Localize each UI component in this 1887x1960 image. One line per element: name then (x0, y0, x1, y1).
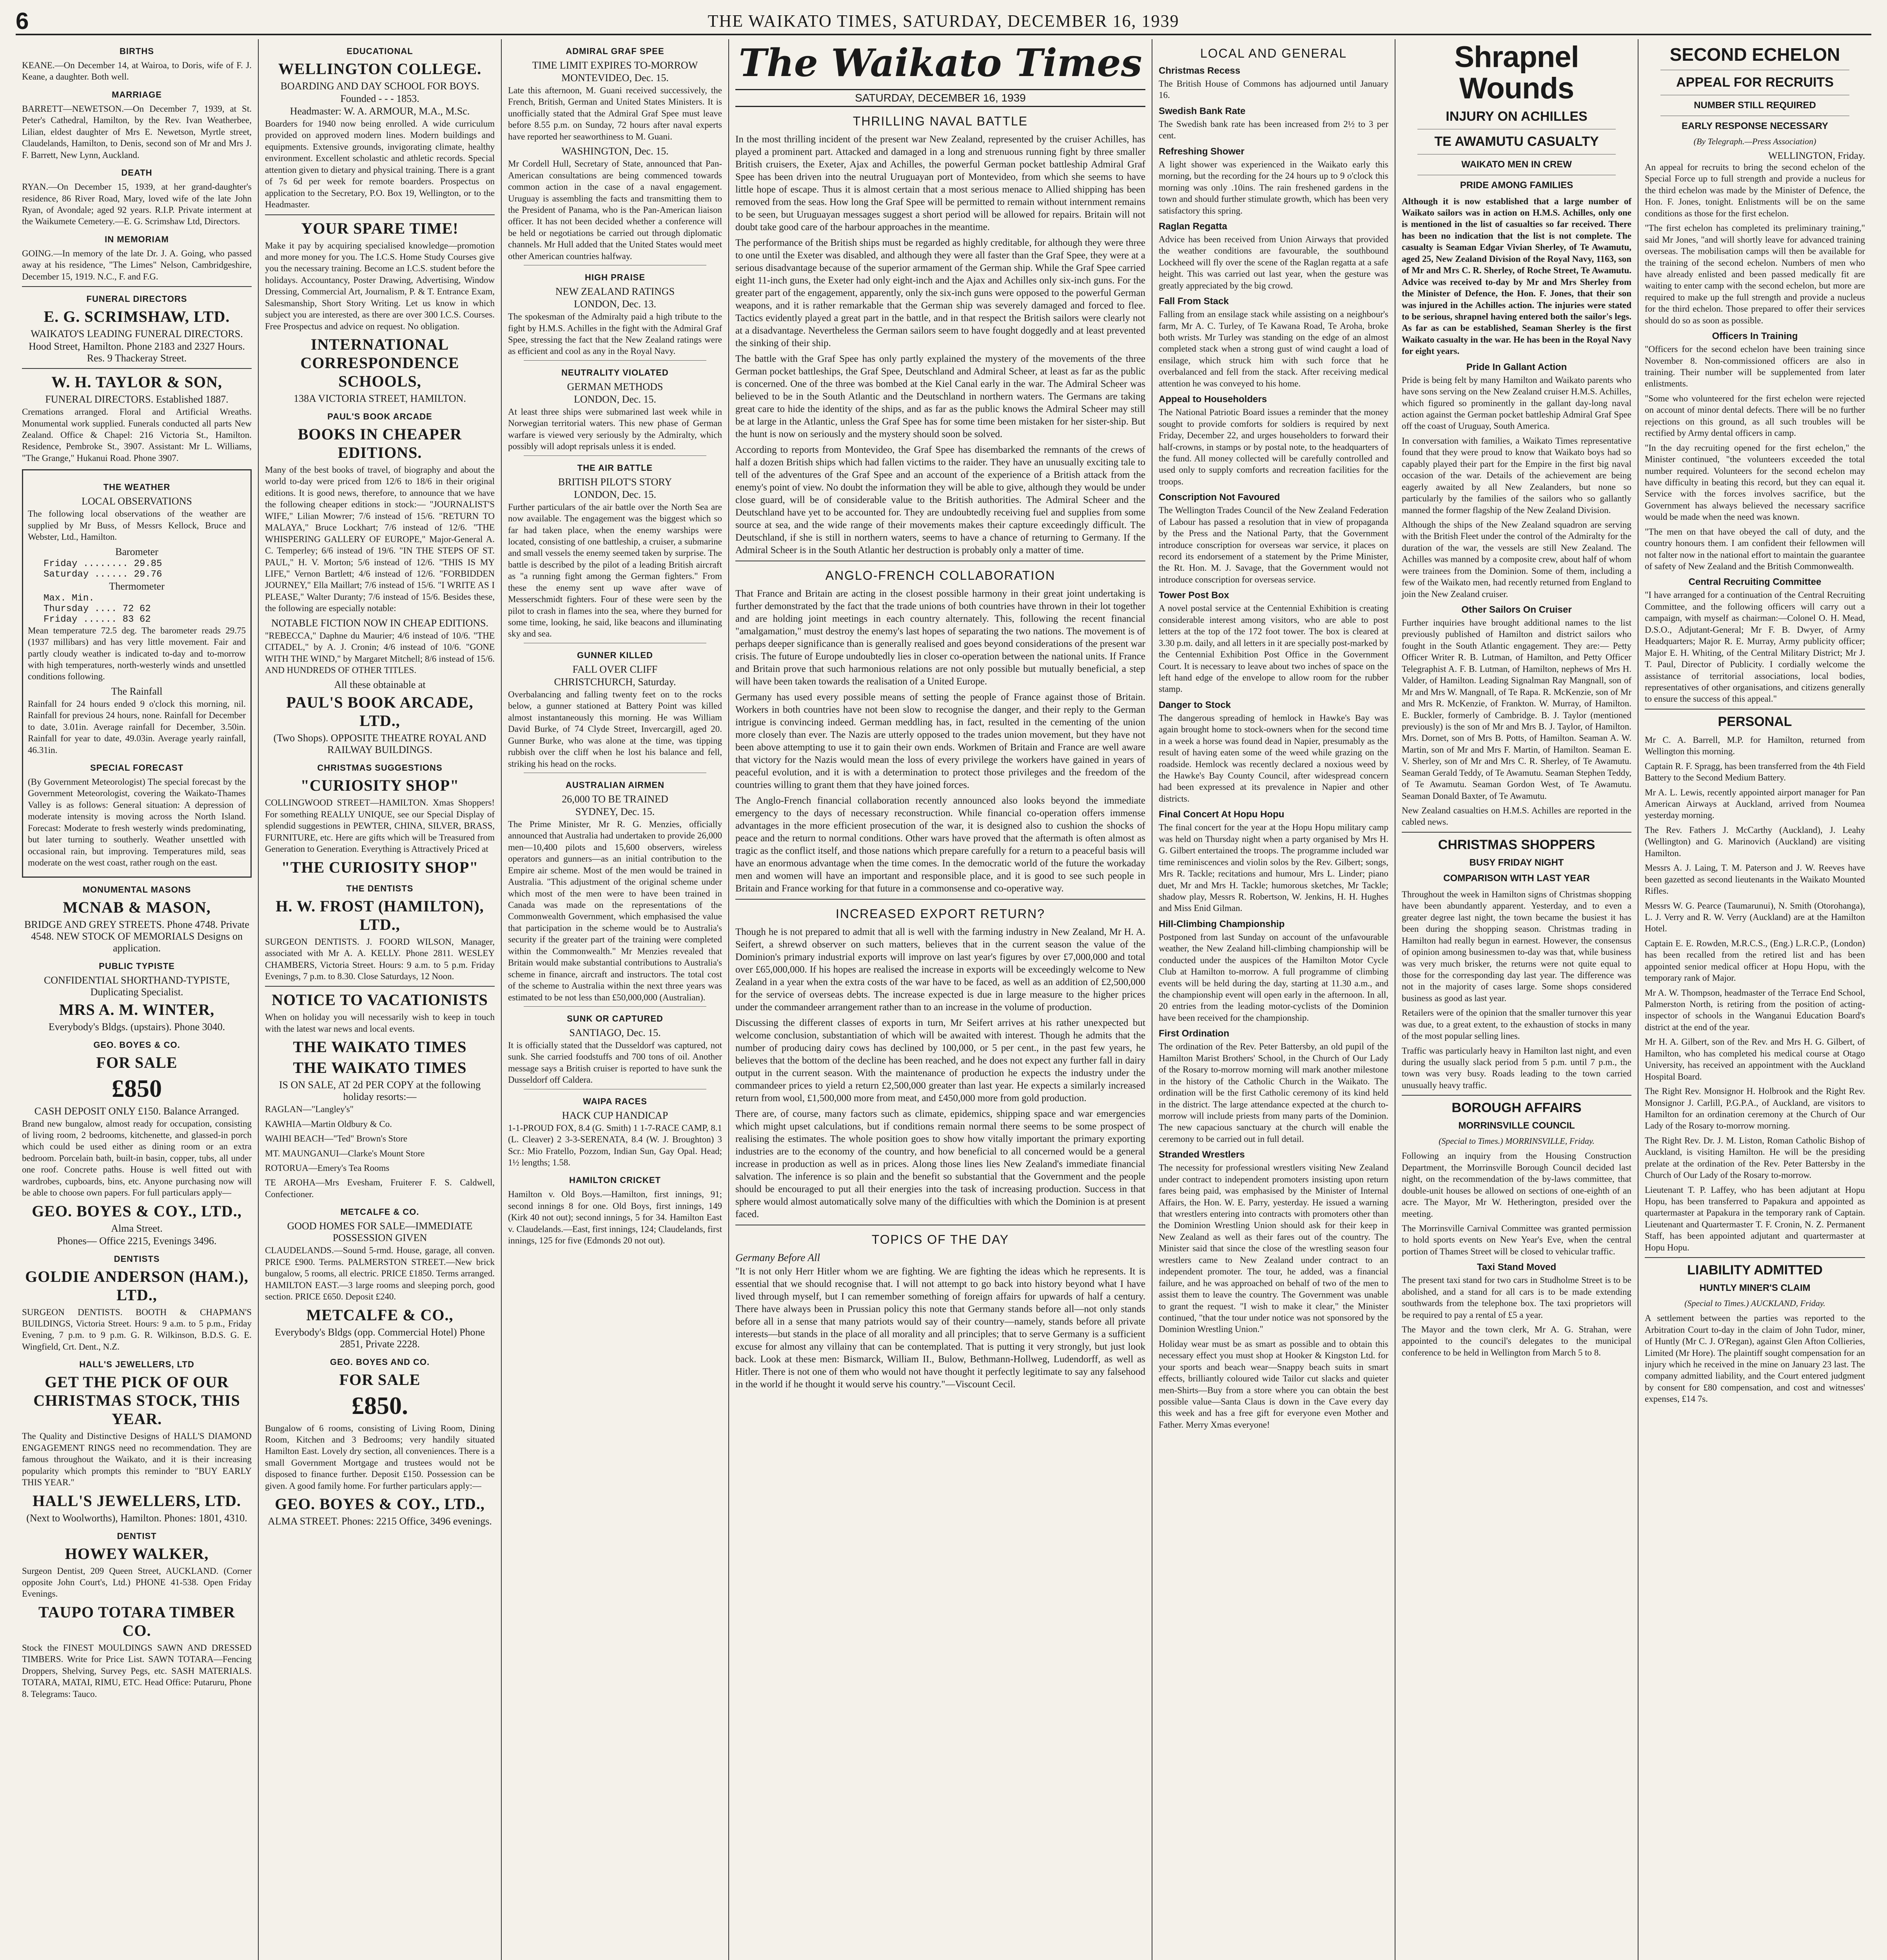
notable-heading: NOTABLE FICTION NOW IN CHEAP EDITIONS. (271, 617, 488, 629)
deck: WAIKATO MEN IN CREW (1461, 159, 1572, 170)
paragraph: "In the day recruiting opened for the first echelon," the Minister continued, "the volunteers exceeded the total number required. Volunteers for the second echelon may have difficulty in beating this record, but they can equal it. Service with the forces involves sacrifice, but the Government has always believed the necessary sacrifice would be made when the need was known. (1645, 443, 1865, 522)
sale-price-2: £850. (352, 1391, 408, 1419)
ics-name: INTERNATIONAL CORRESPONDENCE SCHOOLS, (300, 336, 459, 390)
death-notice: RYAN.—On December 15, 1939, at her grand-daughter's residence, 86 River Road, Mary, loved wife of the late John Ryan, of Avondale; aged 92 years. R.I.P. Private interment at the Waikumete Cemetery.—E. G. Scrimshaw Ltd, Directors. (22, 182, 252, 227)
local-general-heading: LOCAL AND GENERAL (1200, 46, 1347, 60)
pauls-heading: PAUL'S BOOK ARCADE (327, 412, 432, 421)
mcnab-body: BRIDGE AND GREY STREETS. Phone 4748. Private 4548. NEW STOCK OF MEMORIALS Designs on application. (24, 918, 249, 954)
subhead: Central Recruiting Committee (1688, 577, 1822, 588)
story-dateline: SYDNEY, Dec. 15. (575, 806, 655, 817)
boyes-heading: GEO. BOYES & CO. (93, 1040, 180, 1050)
educational-heading: EDUCATIONAL (347, 46, 413, 56)
editorial-paragraph: "It is not only Herr Hitler whom we are fighting. We are fighting the ideas which he represents. It is essential that we should recognise that. I will not attempt to go back into history beyond what I have lived through myself, but I can remember something of foreign affairs for upwards of half a century. There have always been in Prussian policy this note that Germany stands before all—not only stands before all in a sense that many patriots would say of their country—namely, stands before all private interests—but stands in the place of all morality and all principles; that to serve Germany is a sufficient excuse for almost any villainy that can be contemplated. That is putting it very strongly, but just look back. Look at these men: Bismarck, William II., Bulow, Bethmann-Hollweg, Ludendorff, as well as Hitler. There is not one of them who would not have thought it perfectly legitimate to say any falsehood in the world if he thought it would serve his country."—Viscount Cecil. (735, 1266, 1145, 1390)
paragraph: "I have arranged for a continuation of the Central Recruiting Committee, and the following officers will carry out a campaign, with myself as chairman:—Colonel O. H. Mead, D.S.O., Adjutant-General; Mr F. B. Dwyer, of Army Headquarters; Major R. E. Murray, Army publicity officer; Major E. H. Whiting, of the Central Military District; Mr J. T. Paul, Director of Publicity. I cordially welcome the assistance of territorial associations, local bodies, representatives of other organisations, and citizens generally to ensure the success of this appeal." (1645, 590, 1865, 704)
births-notice: KEANE.—On December 14, at Wairoa, to Doris, wife of F. J. Keane, a daughter. Both well. (22, 60, 252, 82)
dentists-heading: DENTISTS (114, 1254, 160, 1264)
curiosity-shop-name-2: "THE CURIOSITY SHOP" (281, 858, 479, 876)
local-item-heading: Swedish Bank Rate (1159, 105, 1246, 116)
weather-heading: THE WEATHER (103, 482, 171, 492)
frost-body: SURGEON DENTISTS. J. FOORD WILSON, Manager, associated with Mr A. A. KELLY. Phone 2811. WESLEY CHAMBERS, Victoria Street. Hours: 9 a.m. to 5 p.m. Friday Evenings, 7 p.m. to 8.30. Close Saturdays, 12 Noon. (265, 936, 495, 981)
paragraph: The Mayor and the town clerk, Mr A. G. Strahan, were appointed to the council's delegates to the municipal conference to be held in Wellington from March 5 to 8. (1402, 1325, 1631, 1357)
deck: EARLY RESPONSE NECESSARY (1682, 121, 1828, 131)
masthead (16, 8, 1871, 35)
story-dateline: CHRISTCHURCH, Saturday. (554, 676, 676, 688)
boyes-phone: Phones— Office 2215, Evenings 3496. (57, 1235, 217, 1247)
goldie-body: SURGEON DENTISTS. BOOTH & CHAPMAN'S BUILDINGS, Victoria Street. Hours: 9 a.m. to 5 p.m., Friday Evening, 7 p.m. to 9 p.m. G. R. Wilkinson, B.D.S. G. E. Wingfield, Crt. Dent., N.Z. (22, 1307, 252, 1352)
paragraph: An appeal for recruits to bring the second echelon of the Special Force up to full strength and provide a nucleus for the third echelon was made by the Minister of Defence, the Hon. F. Jones, tonight. Enlistments will be on the same conditions as those for the first echelon. (1645, 162, 1865, 218)
walker-body: Surgeon Dentist, 209 Queen Street, AUCKLAND. (Corner opposite John Court's, Ltd.) PHONE 41-538. Open Friday Evenings. (22, 1566, 252, 1599)
subhead: Other Sailors On Cruiser (1461, 604, 1572, 615)
resort-item: MT. MAUNGANUI—Clarke's Mount Store (265, 1148, 425, 1158)
barometer-friday: Friday ........ 29.85 (44, 558, 162, 569)
editorial-paragraph: Though he is not prepared to admit that all is well with the farming industry in New Zealand, Mr H. A. Seifert, a shrewd observer on such matters, believes that in the current season the value of the Dominion's primary industrial exports will improve on last year's figures by over £7,000,000 and total over £65,000,000. If his hopes are realised the increase in exports will be exceedingly welcome to New Zealand in a year when the extra costs of the war have to be faced, as well as an addition of £2,500,000 for the service of overseas debts. The increase expected is due in large measure to the higher prices under the commandeer arrangement rather than to an increase in the volume of production. (735, 927, 1145, 1013)
personal-item: Mr C. A. Barrell, M.P. for Hamilton, returned from Wellington this morning. (1645, 735, 1865, 757)
local-item-heading: Final Concert At Hopu Hopu (1159, 809, 1285, 820)
paragraph: In conversation with families, a Waikato Times representative found that they were proud to know that Waikato boys had so capably played their part for the Empire in the first big naval occasion of the war. Details of the achievement are being eagerly awaited by all New Zealanders, but none so particularly by the families of the sailors who so gallantly manned the former flagship of the New Zealand Division. (1402, 436, 1631, 515)
vacationists-heading: NOTICE TO VACATIONISTS (272, 991, 488, 1009)
local-item (1159, 492, 1388, 585)
halls-address: (Next to Woolworths), Hamilton. Phones: 1801, 4310. (26, 1512, 247, 1524)
column-news-6 (1395, 39, 1638, 1960)
paragraph: New Zealand casualties on H.M.S. Achilles are reported in the cabled news. (1402, 806, 1631, 827)
weather-sub: LOCAL OBSERVATIONS (82, 495, 192, 507)
sale-body: Brand new bungalow, almost ready for occupation, consisting of living room, 2 bedrooms, kitchenette, and glassed-in porch which could be used either as dining room or an extra bedroom. Porcelain bath, built-in basin, copper, tubs, all under one roof. Concrete paths. House is well fitted out with wardrobes, cupboards, bins, etc. Anyone purchasing now will be able to choose own papers. For full particulars apply— (22, 1118, 252, 1198)
wellington-founded: Founded - - - 1853. (340, 93, 419, 104)
local-item-body: Advice has been received from Union Airways that provided the weather conditions are favourable, the southbound Lockheed will fly over the scene of the Raglan regatta at a safe height. This was carried out last year, when the gesture was greatly appreciated by the big crowd. (1159, 234, 1388, 290)
local-item-heading: Hill-Climbing Championship (1159, 918, 1285, 929)
spare-time-body: Make it pay by acquiring specialised knowledge—promotion and more money for you. The I.C.S. Home Study Courses give you the necessary training. Become an I.C.S. student before the holidays. Accountancy, Poster Drawing, Advertising, Window Dressing, Commercial Art, Journalism, P. & T. Entrance Exam, Salesmanship, Short Story Writing. Let us know in which subject you are interested, as there are over 300 I.C.S. Courses. Free Prospectus and advice on request. No obligation. (265, 240, 495, 331)
boyes2-heading: GEO. BOYES AND CO. (330, 1357, 430, 1367)
local-item-heading: Raglan Regatta (1159, 221, 1227, 232)
local-item (1159, 106, 1388, 142)
story-heading: HAMILTON CRICKET (569, 1175, 661, 1185)
wellington-college-name: WELLINGTON COLLEGE. (278, 60, 482, 78)
mcnab-name: MCNAB & MASON, (63, 898, 211, 916)
paragraph: The present taxi stand for two cars in Studholme Street is to be abolished, and a stand for all cars is to be made extending southwards from the telephone box. The taxi proprietors will be required to pay a rental of £5 a year. (1402, 1275, 1631, 1320)
pauls-address: (Two Shops). OPPOSITE THEATRE ROYAL AND RAILWAY BUILDINGS. (273, 732, 486, 756)
thermo-row: Max. Min. (44, 593, 94, 604)
local-item-heading: Appeal to Householders (1159, 394, 1267, 405)
story-body: Further particulars of the air battle over the North Sea are now available. The engagement was the biggest which so far had taken place, when the enemy warships were located, consisting of one battleship, a cruiser, a submarine and small vessels the enemy seemed taken by surprise. The battle is described by the pilot of a leading British aircraft as "a running fight among the German fighters." From these the enemy sent up wave after wave of Messerschmidt fighters. Four of these were seen by the pilot to crash in flames into the sea, where they burned for some time, looking, he said, like beacons and illuminating sky and sea. (508, 502, 722, 639)
halls-heading: HALL'S JEWELLERS, LTD (79, 1359, 194, 1370)
thermo-row: Thursday .... 72 62 (44, 603, 151, 614)
story-dateline: WASHINGTON, Dec. 15. (561, 145, 669, 157)
sale-deposit: CASH DEPOSIT ONLY £150. Balance Arranged. (34, 1105, 240, 1117)
the-dentists-heading: THE DENTISTS (346, 883, 414, 893)
metcalfe-address: Everybody's Bldgs (opp. Commercial Hotel) Phone 2851, Private 2228. (274, 1326, 485, 1350)
metcalfe-name: METCALFE & CO., (306, 1306, 454, 1324)
paragraph: Although the ships of the New Zealand squadron are serving with the British Fleet under the control of the Admiralty for the duration of the war, the vessels are still New Zealand. The Achilles was manned by a composite crew, about half of whom were trainees from the Dominion. Some of them, including a few of the Waikato men, had recently returned from England to join the New Zealand cruiser. (1402, 519, 1631, 599)
walker-name: HOWEY WALKER, (65, 1544, 209, 1563)
paragraph: Further inquiries have brought additional names to the list previously published of Hamilton and district sailors who fought in the South Atlantic engagement. They are:— Petty Officer Writer R. B. Lutman, of Hamilton, and Petty Officer Telegraphist A. F. B. Lutman, of Hamilton, nephews of Mrs H. Valder, of Hamilton. Leading Signalman Ray Mangnall, son of Mr and Mrs W. Mangnall, of Te Rapa. R. McKenzie, son of Mr and Mrs R. McKenzie, of Frankton. W. Murray, of Hamilton. E. Buckler, formerly of Cambridge. B. J. Taylor (mentioned previously) is the son of Mr and Mrs B. J. Taylor, of Hamilton. Mrs. Dornet, son of Mrs B. Potts, of Hamilton. Seaman A. W. Martin, son of Mr and Mrs F. Martin, of Hamilton. Seaman E. V. Sherley, son of Mr and Mrs C. R. Sherley, of Te Awamutu. Seaman Gerald Teddy, of Te Awamutu. Seaman Stephen Teddy, of Te Awamutu. Seaman Gordon West, of Te Awamutu. Seaman Donald Baxter, of Te Awamutu. (1402, 618, 1631, 801)
sale2-body: Bungalow of 6 rooms, consisting of Living Room, Dining Room, Kitchen and 3 Bedrooms; very handily situated Hamilton East. Lovely dry section, all conveniences. There is a small Government Mortgage and trustees would not be disposed to finance further. Deposit £150. Possession can be given. A good family home. For further particulars apply:— (265, 1423, 495, 1491)
barometer-saturday: Saturday ...... 29.76 (44, 569, 162, 580)
taylor-name: W. H. TAYLOR & SON, (51, 373, 222, 391)
births-heading: BIRTHS (120, 46, 154, 56)
paragraph: "Some who volunteered for the first echelon were rejected on account of minor dental defects. There will be no further rejections on this ground, as all such troubles will be rectified by Army dental officers in camp. (1645, 393, 1865, 438)
story-body: 1-1-PROUD FOX, 8.4 (G. Smith) 1 1-7-RACE CAMP, 8.1 (L. Cleaver) 2 3-3-SERENATA, 8.4 (W. J. Broughton) 3 Scr.: Mio Fratello, Pozzom, Indian Sun, Gay Opal. Head; 1½ lengths; 1.58. (508, 1123, 722, 1167)
local-item-heading: Refreshing Shower (1159, 146, 1245, 157)
story-heading: HIGH PRAISE (584, 272, 646, 283)
story-body: The Prime Minister, Mr R. G. Menzies, officially announced that Australia had undertaken to provide 26,000 men—10,400 pilots and 15,600 observers, wireless operators and gunners—as an initial contribution to the Empire air scheme. Most of the men would be trained in Australia. "This adjustment of the original scheme under which most of the men were to have been trained in Canada was made on the representations of the Commonwealth Government, which emphasised the value that participation in the scheme would be to Australia's security if the greater part of the training were completed within the Commonwealth." Mr Menzies revealed that Britain would make substantial contributions to Australia's scheme in finance, aircraft and instructors. The total cost of the scheme to Australia within the next three years was estimated to be not less than £50,000,000 (Australian). (508, 819, 722, 1002)
typist-body: CONFIDENTIAL SHORTHAND-TYPISTE, Duplicating Specialist. (44, 974, 230, 998)
banner-headline: Shrapnel Wounds (1454, 40, 1579, 105)
story-dateline: LONDON, Dec. 15. (573, 393, 657, 405)
story-subheading: HACK CUP HANDICAP (562, 1109, 668, 1121)
taylor-body: Cremations arranged. Floral and Artificial Wreaths. Monumental work supplied. Funerals conducted all parts New Zealand. Office & Chapel: 216 Victoria St., Hamilton. Residence, Pembroke St., 3907. Assistant: Mr L. Williams, "The Grange," Hukanui Road. Phone 3907. (22, 407, 252, 463)
local-item (1159, 1338, 1388, 1431)
memoriam-heading: IN MEMORIAM (105, 234, 169, 244)
personal-item: The Right Rev. Dr. J. M. Liston, Roman Catholic Bishop of Auckland, is visiting Hamilton. He will be the presiding prelate at the ordination of the Rev. Peter Battersby in the Church of Our Lady of the Rosary to-morrow. (1645, 1135, 1865, 1180)
rainfall-body: Rainfall for 24 hours ended 9 o'clock this morning, nil. Rainfall for previous 24 hours, none. Rainfall for December to date, 3.01in. Average rainfall for December, 3.50in. Rainfall for year to date, 49.03in. Average yearly rainfall, 46.31in. (28, 699, 246, 755)
personal-item: Captain R. F. Spragg, has been transferred from the 4th Field Battery to the Second Medium Battery. (1645, 761, 1865, 783)
local-item-heading: Danger to Stock (1159, 699, 1231, 710)
deck: APPEAL FOR RECRUITS (1676, 75, 1834, 90)
editorial-paragraph: Germany has used every possible means of setting the people of France against those of Britain. Workers in both countries have not been slow to recognise the danger, and their reply to the German intrigue is convincing indeed. German meddling has, in fact, resulted in the cementing of the union more closely than ever. The Nazis are utterly opposed to the trades union movement, but they have not been above attempting to use it to gain their own ends. Workmen of Britain and France are well aware that victory for the Nazis would mean the loss of every privilege the workers have gained in years of peaceful evolution, and it is with a determination to protect those privileges and the freedom of the countries willing to grant them that they have joined forces. (735, 692, 1145, 790)
funeral-heading: FUNERAL DIRECTORS (86, 294, 187, 304)
local-item-body: Falling from an ensilage stack while assisting on a neighbour's farm, Mr A. C. Turley, of Te Kawana Road, Te Aroha, broke both wrists. Mr Turley was standing on the edge of an almost completed stack when a strong gust of wind caught a load of ensilage, which struck him with such force that he overbalanced and fell from the stack. After receiving medical attention he was conveyed to his home. (1159, 309, 1388, 388)
scrimshaw-sub: WAIKATO'S LEADING FUNERAL DIRECTORS. (31, 328, 243, 340)
weather-intro: The following local observations of the weather are supplied by Mr Buss, of Messrs Kellock, Bruce and Webster, Ltd., Hamilton. (28, 509, 246, 542)
story-heading: ADMIRAL GRAF SPEE (566, 46, 664, 56)
personal-item: Lieutenant T. P. Laffey, who has been adjutant at Hopu Hopu, has been transferred to Papakura and appointed as quartermaster at Papakura in the temporary rank of Captain. Lieutenant and Quartermaster T. F. Cronin, N. Z. Permanent Staff, has been appointed adjutant and quartermaster at Hopu Hopu. (1645, 1185, 1865, 1252)
column-classifieds-2 (259, 39, 502, 1960)
story-body: Mr Cordell Hull, Secretary of State, announced that Pan-American consultations are being commenced towards common action in the case of a naval engagement. Uruguay is assembling the facts and transmitting them to the President of Panama, who is the Pan-American liaison officer. It has not been decided whether a conference will be held or negotiations be carried out through diplomatic channels. Mr Hull added that the United States would meet other American countries halfway. (508, 159, 722, 261)
editorial-paragraph: The Anglo-French financial collaboration recently announced also looks beyond the immediate emergency to the days of necessary reconstruction. While financial co-operation offers immense advantages in the more efficient prosecution of the war, it is designed also to cushion the shocks of peace and the return to normal conditions. Other wars have proved that the aftermath is often almost as tragic as the conflict itself, and those nations which prepare carefully for a return to a peaceful basis will have an enormous advantage when the time comes. In the democratic world of the future the workaday men and women will have an important and responsible place, and it is good to see such people in Britain and France working for that future in a commonsense and co-operative way. (735, 795, 1145, 894)
editorial-heading: TOPICS OF THE DAY (871, 1232, 1009, 1247)
local-item-body: The British House of Commons has adjourned until January 16. (1159, 79, 1388, 100)
sale-price: £850 (112, 1074, 162, 1102)
local-item-body: A light shower was experienced in the Waikato early this morning, but the recording for the 24 hours up to 9 o'clock this morning was only .10ins. The rain freshened gardens in the town and should further stimulate growth, which has been very satisfactory this spring. (1159, 159, 1388, 216)
totara-body: Stock the FINEST MOULDINGS SAWN AND DRESSED TIMBERS. Write for Price List. SAWN TOTARA—Fencing Droppers, Shelving, Survey Pegs, etc. SASH MATERIALS. TOTARA, MATAI, RIMU, ETC. Head Office: Putaruru, Phone 8. Telegrams: Tauco. (22, 1642, 252, 1699)
deck: TE AWAMUTU CASUALTY (1434, 134, 1599, 149)
local-item (1159, 394, 1388, 487)
pauls-name: PAUL'S BOOK ARCADE, LTD., (286, 693, 474, 730)
local-item-body: The final concert for the year at the Hopu Hopu military camp was held on Thursday night when a party organised by Mrs H. G. Gilbert entertained the troops. The programme included war time reminiscences and violin solos by the Rev. Gilbert; songs, Mrs R. Tackle; recitations and humour, Mrs L. Linder; piano duet, Mr and Mrs H. Tackle; humorous sketches, Mr Tackle; shadow play, Messrs R. Robertson, W. Jenkins, H. H. Hughes and Miss Enid Gilman. (1159, 822, 1388, 913)
monumental-heading: MONUMENTAL MASONS (82, 884, 191, 895)
local-item (1159, 1149, 1388, 1335)
editorial-heading: INCREASED EXPORT RETURN? (835, 907, 1045, 921)
local-item (1159, 919, 1388, 1024)
weather-body: Mean temperature 72.5 deg. The barometer reads 29.75 (1937 millibars) and has very little movement. Fair and partly cloudy weather is indicated to-day and to-morrow with high temperatures, north-westerly winds and unsettled conditions following. (28, 625, 246, 682)
story-body: Late this afternoon, M. Guani received successively, the French, British, German and United States Ministers. It is unofficially stated that the Admiral Graf Spee must leave before 8.55 p.m. on Sunday, 72 hours after naval experts have reported her seaworthiness to M. Guani. (508, 85, 722, 142)
boyes-name: GEO. BOYES & COY., LTD., (32, 1202, 242, 1220)
paragraph: "The men on that have obeyed the call of duty, and the country honours them. I am confident their fellowmen will not falter now in the national effort to maintain the guarantee of safety of New Zealand and the British Commonwealth. (1645, 526, 1865, 571)
story-subheading: FALL OVER CLIFF (572, 663, 658, 675)
paragraph: "Officers for the second echelon have been training since November 8. Non-commissioned officers are also in training. Their number will be supplemented from later enlistments. (1645, 344, 1865, 389)
local-item-body: The Swedish bank rate has been increased from 2½ to 3 per cent. (1159, 119, 1388, 141)
personal-item: Mr H. A. Gilbert, son of the Rev. and Mrs H. G. Gilbert, of Hamilton, who has completed his medical course at Otago University, has received an appointment with the Auckland Hospital Board. (1645, 1037, 1865, 1082)
paragraph: A settlement between the parties was reported to the Arbitration Court to-day in the claim of John Tudor, miner, of Huntly (Mr C. J. O'Regan), against Glen Afton Collieries, Limited (Mr Hore). The plaintiff sought compensation for an injury which he received in the mine on January 23 last. The company admitted liability, and the Court entered judgment by consent for £80 compensation, and cost and witnesses' expenses, £14 7s. (1645, 1313, 1865, 1404)
dentist-heading: DENTIST (117, 1531, 157, 1541)
metcalfe-head: GOOD HOMES FOR SALE—IMMEDIATE POSSESSION GIVEN (287, 1220, 473, 1244)
editorial-heading: ANGLO-FRENCH COLLABORATION (825, 568, 1056, 583)
local-item (1159, 1028, 1388, 1145)
deck: PRIDE AMONG FAMILIES (1460, 180, 1573, 191)
personal-item: Captain E. E. Rowden, M.R.C.S., (Eng.) L.R.C.P., (London) has been recalled from the retired list and has been appointed senior medical officer at Hopu Hopu, with the temporary rank of Major. (1645, 938, 1865, 983)
local-item-body: Postponed from last Sunday on account of the unfavourable weather, the New Zealand hill-climbing championship will be conducted under the auspices of the Hamilton Motor Cycle Club at Hamilton to-morrow. A full programme of climbing events will be held during the day, starting at 11.30 a.m., and the championship event will open early in the afternoon. In all, 20 entries from the leading motor-cyclists of the Dominion have been received for the championship. (1159, 932, 1388, 1023)
local-item-body: Holiday wear must be as smart as possible and to obtain this necessary effect you must shop at Hooker & Kingston Ltd. for your sports and beach wear—Snappy beach suits in smart effects, brilliantly coloured wide Tailor cut slacks and quieter men-Shirts—Buy from a store where you can obtain the best possible value—Santa Claus is down in the Cave every day this week and has a free gift for everyone even Mother and Father. Merry Xmas everyone! (1159, 1339, 1388, 1430)
marriage-heading: MARRIAGE (112, 89, 162, 100)
local-item-body: A novel postal service at the Centennial Exhibition is creating considerable interest among visitors, who are able to post letters at the top of the 172 foot tower. The box is cleared at 3.30 p.m. daily, and all letters in it are specially post-marked by the Centennial Exhibition Post Office in the Government Court. It is necessary to leave about two inches of space on the left hand edge of the envelope to allow room for the rubber stamp. (1159, 603, 1388, 694)
winter-name: MRS A. M. WINTER, (59, 1000, 215, 1018)
local-item (1159, 700, 1388, 805)
editorial-heading: THRILLING NAVAL BATTLE (853, 114, 1028, 128)
rainfall-heading: The Rainfall (111, 685, 163, 697)
running-head: THE WAIKATO TIMES, SATURDAY, DECEMBER 16, 1939 (708, 11, 1179, 31)
resort-item: RAGLAN—"Langley's" (265, 1104, 354, 1114)
wellington-body: Boarders for 1940 now being enrolled. A wide curriculum provided on approved modern lines. Modern buildings and equipments. Extensive grounds, invigorating climate, healthy environment. Excellent scholastic and athletic records. Special attention given to dietary and physical training. There is a grant of 7s 6d per week for remote boarders. Prospectus on application to the Secretary, P.O. Box 19, Wellington, or to the Headmaster. (265, 119, 495, 210)
lede-paragraph: Although it is now established that a large number of Waikato sailors was in action on H.M.S. Achilles, only one is mentioned in the list of casualties so far received. There has been no indication that the list is not complete. The casualty is Seaman Edgar Vivian Sherley, of Te Awamutu, aged 25, New Zealand Division of the Royal Navy, 1163, son of Mr and Mrs C. R. Sherley, of Roche Street, Te Awamutu. Advice was received to-day by Mr and Mrs Sherley from the Minister of Defence, the Hon. F. Jones, that their son was injured in the Achilles action. The injuries were stated to be serious, shrapnel having entered both the sailor's legs. As far as can be established, Seaman Sherley is the first Waikato casualty in the war. He has been in the Royal Navy for eight years. (1402, 196, 1631, 356)
death-heading: DEATH (121, 168, 152, 178)
paragraph: Throughout the week in Hamilton signs of Christmas shopping have been abundantly apparent. Yesterday, and to even a greater degree last night, the town became the busiest it has been during the shopping season. Christmas trading in Hamilton had really begun in earnest. However, the consensus of opinion among businessmen to-day was that, while business was very much brisker, the returns were not quite equal to those for the corresponding day last year. The difference was not in the majority of cases large. Some shops considered business as good as last year. (1402, 889, 1631, 1003)
wellington-college-sub: BOARDING AND DAY SCHOOL FOR BOYS. (280, 80, 479, 92)
boyes-address: Alma Street. (111, 1222, 163, 1234)
for-sale-2: FOR SALE (339, 1370, 421, 1388)
editorial-paragraph: According to reports from Montevideo, the Graf Spee has disembarked the remnants of the crews of half a dozen British ships which had fallen victims to the raider. They have an unusually exciting tale to tell of the adventures of the Graf Spee and an account of the experience of a British attack from the enemy's point of view. No doubt the information they will be able to give, although they would be under close guard, will be of considerable value to the British authorities. The Admiral Scheer and the Deutschland have yet to be accounted for. They are undoubtedly receiving fuel and supplies from some source at sea, and the wide range of their movements makes their capture exceedingly difficult. The Deutschland, if she is still in northern waters, seems to have a chance of returning to Germany. If the Admiral Scheer is in the South Atlantic her destruction is probably only a matter of time. (735, 445, 1145, 555)
paragraph: Traffic was particularly heavy in Hamilton last night, and even during the usually slack period from 5 p.m. until 7 p.m., the town was very busy. Roads leading to the town carried unusually heavy traffic. (1402, 1045, 1631, 1090)
pauls-avail: All these obtainable at (334, 679, 426, 691)
curiosity-shop-name: "CURIOSITY SHOP" (300, 777, 459, 795)
typist-heading: PUBLIC TYPISTE (99, 961, 175, 971)
editorial-paragraph: Discussing the different classes of exports in turn, Mr Seifert arrives at his rather unexpected but welcome conclusion, substantiation of which will be awaited with interest. Though he admits that the number of producing dairy cows has declined by 100,000, or 5 per cent., in the past few years, he believes that the bottom of the decline has been reached, and he does not expect any further fall in dairy output in the current season. With the maintenance of production he expects the industry under the commandeer prices to yield a return £2,500,000 greater than last year. He expects a similarly increased return from wool, £1,500,000 more from meat, and £450,000 more from gold production. (735, 1018, 1145, 1103)
local-item-heading: First Ordination (1159, 1028, 1229, 1039)
editorial-paragraph: The performance of the British ships must be regarded as highly creditable, for although they were three to one until the Exeter was disabled, and although they were all faster than the Graf Spee, they were at a serious disadvantage because of the superior armament of the German ship. While the Graf Spee carried eight 11-inch guns, the Exeter had only eight-inch and the Ajax and Achilles only six-inch guns. For the greater part of the engagement, apparently, only the six-inch guns were opposed to the powerful German weapons, and it is rather remarkable that the German ship was severely damaged and forced to flee. Tactics evidently played a great part in the battle, and in that respect the British sailors were clearly not at a disadvantage. Nevertheless the German sailors seem to have fought doggedly and at least prevented the sinking of their ship. (735, 238, 1145, 348)
paragraph: Following an inquiry from the Housing Construction Department, the Morrinsville Borough Council decided last night, on the recommendation of the by-laws committee, that double-unit houses be allowed on sections of one-eighth of an acre. The Mayor, Mr W. Hetherington, presided over the meeting. (1402, 1151, 1631, 1219)
resort-item: ROTORUA—Emery's Tea Rooms (265, 1163, 390, 1173)
story-body: The spokesman of the Admiralty paid a high tribute to the fight by H.M.S. Achilles in the fight with the Admiral Graf Spee, stressing the fact that the New Zealand ratings were as efficient and cool as any in the Royal Navy. (508, 312, 722, 356)
local-item-body: The Wellington Trades Council of the New Zealand Federation of Labour has passed a resolution that in view of propaganda by the Press and the National Party, that the Government introduce conscription for overseas war service, it places on record its endorsement of a statement by the Prime Minister, the Rt. Hon. M. J. Savage, that the Government would not introduce conscription for overseas service. (1159, 505, 1388, 584)
resort-item: WAIHI BEACH—"Ted" Brown's Store (265, 1134, 408, 1144)
deck: MORRINSVILLE COUNCIL (1458, 1120, 1575, 1131)
story-body: Hamilton v. Old Boys.—Hamilton, first innings, 91; second innings 8 for one. Old Boys, first innings, 149 (Kirk 40 not out); second innings, 5 for 34. Hamilton East v. Claudelands.—East, first innings, 124; Claudelands, first innings, 125 for five (Edmonds 20 not out). (508, 1189, 722, 1246)
deck: NUMBER STILL REQUIRED (1694, 100, 1816, 111)
books-heading: BOOKS IN CHEAPER EDITIONS. (298, 425, 462, 461)
vacationists-body: When on holiday you will necessarily wish to keep in touch with the latest war news and local events. (265, 1012, 495, 1034)
story-subheading: GERMAN METHODS (567, 381, 663, 392)
notable-body: "REBECCA," Daphne du Maurier; 4/6 instead of 10/6. "THE CITADEL," by A. J. Cronin; 4/6 instead of 10/6. "GONE WITH THE WIND," by Margaret Mitchell; 8/6 instead of 15/6. AND HUNDREDS OF OTHER TITLES. (265, 630, 495, 675)
boyes2-address: ALMA STREET. Phones: 2215 Office, 3496 evenings. (268, 1515, 492, 1527)
boyes2-name: GEO. BOYES & COY., LTD., (275, 1495, 485, 1513)
halls-pick: GET THE PICK OF OUR CHRISTMAS STOCK, THIS YEAR. (33, 1373, 240, 1428)
local-item-body: The dangerous spreading of hemlock in Hawke's Bay was again brought home to stock-owners when for the second time in a week a horse was found dead in Napier, presumably as the result of having eaten some of the weed while grazing on the roadside. Hemlock was recently declared a noxious weed by the Hawke's Bay County Council, after widespread concern had been expressed at its prevalence in Napier and other districts. (1159, 713, 1388, 804)
byline: (Special to Times.) AUCKLAND, Friday. (1684, 1298, 1825, 1308)
personal-heading: PERSONAL (1718, 714, 1792, 729)
paragraph: Retailers were of the opinion that the smaller turnover this year was due, to a great extent, to the exhaustion of stocks in many of the most popular selling lines. (1402, 1008, 1631, 1041)
personal-item: Messrs W. G. Pearce (Taumarunui), N. Smith (Otorohanga), L. J. Verry and R. W. Verry (Auckland) are at the Hamilton Hotel. (1645, 900, 1865, 934)
local-item (1159, 296, 1388, 389)
personal-item: The Right Rev. Monsignor H. Holbrook and the Right Rev. Monsignor J. Carlill, P.G.P.A., of Auckland, are visitors to Hamilton for an ordination ceremony at the Church of Our Lady of the Rosary to-morrow morning. (1645, 1086, 1865, 1131)
books-body: Many of the best books of travel, of biography and about the world to-day were priced from 12/6 to 18/6 in their original editions. It is good news, therefore, to announce that we have the following cheaper editions in stock:— "JOURNALIST'S WIFE," Lilian Mowrer; 7/6 instead of 15/6. "RETURN TO MALAYA," Bruce Lockhart; 7/6 instead of 12/6. "THE WHISPERING GALLERY OF EUROPE," Major-General A. C. Temperley; 6/6 instead of 19/6. "IN THE STEPS OF ST. PAUL," H. V. Morton; 5/6 instead of 12/6. "THIS IS MY LIFE," Vernon Bartlett; 4/6 instead of 12/6. "FORBIDDEN JOURNEY," Ella Maillart; 7/6 instead of 15/6. "I WRITE AS I PLEASE," Walter Duranty; 7/6 instead of 15/6. Besides these, the following are especially notable: (265, 465, 495, 613)
christmas-suggestions-heading: CHRISTMAS SUGGESTIONS (317, 763, 443, 773)
editorial-paragraph: There are, of course, many factors such as climate, epidemics, shipping space and war emergencies which might upset calculations, but if conditions remain normal there seems to be some prospect of realising the estimates. The whole position goes to show how vitally important the primary exporting industries are to the economy of the country, and how beneficial to all concerned would be a general increase in production as well as in prices. Along those lines lies New Zealand's immediate financial salvation. The inference is so plain and the benefit so substantial that the Government and the people should be encouraged to put all their energies into the task of increasing production. Success in that sphere would almost automatically solve many of the difficulties with which the Dominion is at present faced. (735, 1109, 1145, 1220)
spare-time-heading: YOUR SPARE TIME! (301, 219, 459, 237)
waikato-times-line: THE WAIKATO TIMES (293, 1059, 467, 1077)
story-heading: THE AIR BATTLE (577, 463, 653, 473)
local-item-heading: Fall From Stack (1159, 296, 1229, 307)
newspaper-flag: The Waikato Times (738, 41, 1142, 85)
story-heading: AUSTRALIAN AIRMEN (565, 780, 665, 790)
borough-affairs-heading: BOROUGH AFFAIRS (1452, 1100, 1582, 1116)
editorial-paragraph: The battle with the Graf Spee has only partly explained the mystery of the movements of the three German pocket battleships, the Graf Spee, Deutschland and Admiral Scheer, at least as far as the public is concerned. One of the three was bombed at the Kiel Canal early in the war. The Admiral Scheer was believed to be in the South Atlantic and the Deutschland in northern waters. The Germans are taking great care to hide the identity of the ships, and as far as the public knows the Admiral Scheer may still be at large in the Atlantic, unless the Graf Spee has for some time been mistaken for her sister-ship. But the hunt is now on seriously and the mystery should soon be solved. (735, 354, 1145, 439)
frost-name: H. W. FROST (HAMILTON), LTD., (276, 897, 484, 933)
goldie-name: GOLDIE ANDERSON (HAM.), LTD., (25, 1267, 249, 1304)
story-heading: WAIPA RACES (583, 1096, 647, 1106)
local-item-body: The ordination of the Rev. Peter Battersby, an old pupil of the Hamilton Marist Brothers' School, in the Church of Our Lady of the Rosary to-morrow morning will mark another milestone in the history of the Catholic Church in the Waikato. The ordination will be the first Catholic ceremony of its kind held in the district. The large attendance expected at the church to-morrow will include priests from many parts of the Dominion. The new capacious sanctuary at the church will enable the ceremony to be carried out in full detail. (1159, 1042, 1388, 1144)
totara-name: TAUPO TOTARA TIMBER CO. (38, 1603, 236, 1639)
byline: (Special to Times.) MORRINSVILLE, Friday. (1439, 1136, 1595, 1146)
column-classifieds-1 (16, 39, 259, 1960)
story-heading: NEUTRALITY VIOLATED (561, 367, 669, 377)
personal-item: Mr A. L. Lewis, recently appointed airport manager for Pan American Airways at Auckland, arrived from Noumea yesterday morning. (1645, 787, 1865, 820)
halls-body: The Quality and Distinctive Designs of HALL'S DIAMOND ENGAGEMENT RINGS need no recommendation. They are famous throughout the Waikato, and it is their increasing popularity which prompts this reminder to "BUY EARLY THIS YEAR." (22, 1431, 252, 1488)
metcalfe-heading: METCALFE & CO. (340, 1207, 419, 1217)
memoriam-notice: GOING.—In memory of the late Dr. J. A. Going, who passed away at his residence, "The Limes" Nelson, Cambridgeshire, December 15, 1919. N.C., F. and F.G. (22, 248, 252, 281)
local-item (1159, 809, 1388, 914)
deck: COMPARISON WITH LAST YEAR (1443, 873, 1590, 884)
column-news-7 (1638, 39, 1871, 1960)
thermometer-heading: Thermometer (109, 580, 165, 592)
personal-item: The Rev. Fathers J. McCarthy (Auckland), J. Leahy (Wellington) and G. Marinovich (Auckland) are visiting Hamilton. (1645, 825, 1865, 858)
story-subheading: TIME LIMIT EXPIRES TO-MORROW (532, 60, 698, 71)
local-item (1159, 65, 1388, 101)
local-item-body: The National Patriotic Board issues a reminder that the money sought to provide comforts for soldiers is required by next Friday, December 22, and urges householders to forward their half-crowns, in stamps or by postal note, to the headquarters of the fund. All money collected will be carefully controlled and used only to supply comforts and recreation facilities for the troops. (1159, 407, 1388, 486)
subhead: Officers In Training (1712, 331, 1798, 342)
deck: INJURY ON ACHILLES (1446, 109, 1588, 124)
story-dateline: SANTIAGO, Dec. 15. (569, 1027, 661, 1038)
local-item-body: The necessity for professional wrestlers visiting New Zealand under contract to independent promoters insisting upon return fares being paid, was emphasised by the Minister of Internal Affairs, the Hon. W. E. Parry, yesterday. He issued a warning that wrestlers entering into contracts with promoters other than the Dominion Wrestling Union should ask for their keep in New Zealand as well as their fares out of the country. The Minister said that since the close of the wrestling season four wrestlers came to New Zealand under contract to an independent promoter. The tour, he added, was a financial failure, and he was approached on behalf of two of the men to assist them to leave the country. The Government was unable to grant the request. "I wish to make it clear," the Minister continued, "that the tour under notice was not sponsored by the Dominion Wrestling Union." (1159, 1163, 1388, 1334)
column-editorial (729, 39, 1152, 1960)
weather-box (22, 469, 252, 877)
subhead: Pride In Gallant Action (1466, 361, 1567, 372)
story-dateline: MONTEVIDEO, Dec. 15. (561, 72, 669, 83)
story-body: At least three ships were submarined last week while in Norwegian territorial waters. This new phase of German warfare is viewed very seriously by the Admiralty, which possibly will adopt reprisals unless it is ended. (508, 407, 722, 452)
page-number: 6 (16, 7, 29, 34)
story-heading: GUNNER KILLED (577, 650, 653, 660)
editorial-paragraph: In the most thrilling incident of the present war New Zealand, represented by the cruiser Achilles, has played a prominent part. Attacked and damaged in a long and strenuous running fight by three smaller British cruisers, the Exeter, Ajax and Achilles, the powerful German pocket battleship Admiral Graf Spee has been driven into the neutral Uruguayan port of Montevideo, from which she seems to have little hope of escape. Thus it is almost certain that a most serious menace to Allied shipping has been removed from the seas. How long the Graf Spee will be permitted to remain without internment remains to be seen, but Uruguayan messages suggest a short period will be allowed for repairs. Britain will not doubt take good care of the harbour approaches in the meantime. (735, 134, 1145, 232)
local-item-heading: Tower Post Box (1159, 590, 1229, 601)
for-sale-heading: FOR SALE (96, 1053, 178, 1071)
resort-item: KAWHIA—Martin Oldbury & Co. (265, 1119, 392, 1129)
local-item-heading: Conscription Not Favoured (1159, 492, 1280, 503)
liability-heading: LIABILITY ADMITTED (1687, 1263, 1823, 1278)
winter-address: Everybody's Bldgs. (upstairs). Phone 3040. (48, 1021, 225, 1033)
story-subheading: NEW ZEALAND RATINGS (555, 286, 675, 298)
second-echelon-headline: SECOND ECHELON (1669, 44, 1840, 65)
personal-item: Mr A. W. Thompson, headmaster of the Terrace End School, Palmerston North, is retiring from the position of acting-inspector of schools in the Wanganui Education Board's district at the end of the year. (1645, 987, 1865, 1032)
local-item-heading: Christmas Recess (1159, 65, 1241, 76)
story-body: It is officially stated that the Dusseldorf was captured, not sunk. She carried foodstuffs and 700 tons of oil. Another message says a British cruiser is reported to have sunk the Dusseldorf off Caldera. (508, 1040, 722, 1085)
metcalfe-body: CLAUDELANDS.—Sound 5-rmd. House, garage, all conven. PRICE £900. Terms. PALMERSTON STREET.—New brick bungalow, 5 rooms, all electric. PRICE £1850. Terms arranged. HAMILTON EAST.—3 large rooms and sleeping porch, good section. PRICE £650. Deposit £240. (265, 1245, 495, 1302)
marriage-notice: BARRETT—NEWETSON.—On December 7, 1939, at St. Peter's Cathedral, Hamilton, by the Rev. Ivan Weatherbee, Lilian, eldest daughter of Mrs E. Newetson, Myrtle street, Claudelands, Hamilton, to Denis, second son of Mr and Mrs J. F. Barrett, New Lynn, Auckland. (22, 103, 252, 160)
waikato-times-line: THE WAIKATO TIMES (293, 1038, 467, 1056)
ics-address: 138A VICTORIA STREET, HAMILTON. (294, 393, 466, 404)
scrimshaw-address: Hood Street, Hamilton. Phone 2183 and 2327 Hours. Res. 9 Thackeray Street. (29, 341, 245, 364)
story-dateline: LONDON, Dec. 13. (573, 298, 657, 310)
resort-item: TE AROHA—Mrs Evesham, Fruiterer F. S. Caldwell, Confectioner. (265, 1178, 495, 1199)
local-item-heading: Stranded Wrestlers (1159, 1149, 1245, 1160)
deck: HUNTLY MINER'S CLAIM (1699, 1283, 1811, 1294)
story-body: Overbalancing and falling twenty feet on to the rocks below, a gunner stationed at Battery Point was killed almost instantaneously this morning. He was William David Burke, of 74 Clyde Street, Invercargill, aged 20. Gunner Burke, who was alone at the time, was tipping rubbish over the cliff when he lost his balance and fell, striking his head on the rocks. (508, 689, 722, 769)
paragraph: "The first echelon has completed its preliminary training," said Mr Jones, "and will shortly leave for advanced training overseas. The mobilisation camps will then be available for the training of the second echelon. Numbers of men who have already enlisted and been passed medically fit are waiting to enter camp with the second echelon, but more are required to make up the full strength and provide a nucleus for the third echelon. Those prepared to offer their services should do so as soon as possible. (1645, 223, 1865, 325)
halls-name: HALL'S JEWELLERS, LTD. (33, 1492, 241, 1510)
story-subheading: 26,000 TO BE TRAINED (562, 793, 668, 805)
christmas-shoppers-heading: CHRISTMAS SHOPPERS (1438, 837, 1595, 852)
wellington-headmaster: Headmaster: W. A. ARMOUR, M.A., M.Sc. (290, 105, 470, 117)
topic-subheading: Germany Before All (735, 1252, 820, 1263)
editorial-paragraph: That France and Britain are acting in the closest possible harmony in their great joint undertaking is further demonstrated by the fact that the trade unions of both countries have thrown in their lot together and are holding joint meetings in each country alternately. This, following the recent financial "amalgamation," must destroy the enemy's last hopes of separating the two nations. The movement is of perhaps deeper significance than is generally realised and goes beyond considerations of the present war crisis. The future of Europe undoubtedly lies in closer co-operation between the national units. If France and Britain prove that such harmonious relations are not only possible but mutually beneficial, a step will have been taken towards the realisation of a United Europe. (735, 588, 1145, 687)
curiosity-body: COLLINGWOOD STREET—HAMILTON. Xmas Shoppers! For something REALLY UNIQUE, see our Special Display of splendid suggestions in PEWTER, CHINA, SILVER, BRASS, FURNITURE, etc. Here are gifts which will be Treasured from Generation to Generation. Everything is Attractively Priced at (265, 798, 495, 854)
subhead: Taxi Stand Moved (1477, 1262, 1557, 1273)
story-heading: SUNK OR CAPTURED (567, 1013, 663, 1024)
story-dateline: LONDON, Dec. 15. (573, 488, 657, 500)
personal-item: Messrs A. J. Laing, T. M. Paterson and J. W. Reeves have been gazetted as second lieutenants in the Waikato Mounted Rifles. (1645, 863, 1865, 896)
story-subheading: BRITISH PILOT'S STORY (558, 476, 672, 488)
byline: (By Telegraph.—Press Association) (1693, 136, 1816, 146)
paragraph: The Morrinsville Carnival Committee was granted permission to hold sports events on New Year's Eve, when the central portion of Thames Street will be closed to vehicular traffic. (1402, 1223, 1631, 1256)
taylor-sub: FUNERAL DIRECTORS. Established 1887. (45, 394, 229, 405)
special-forecast-body: (By Government Meteorologist) The special forecast by the Government Meteorologist, covering the Waikato-Thames Valley is as follows: General situation: A depression of moderate intensity is moving across the North Island. Forecast: Moderate to fresh westerly winds predominating, but later turning to southerly. Weather unsettled with occasional rain, but improving. Temperatures mild, seas moderate on the west coast, rather rough on the east. (28, 777, 246, 868)
special-forecast-heading: SPECIAL FORECAST (90, 763, 184, 773)
dateline: WELLINGTON, Friday. (1768, 151, 1865, 161)
column-cables (502, 39, 729, 1960)
thermo-row: Friday ...... 83 62 (44, 614, 151, 625)
deck: BUSY FRIDAY NIGHT (1469, 857, 1564, 868)
paragraph: Pride is being felt by many Hamilton and Waikato parents who have sons serving on the New Zealand cruiser H.M.S. Achilles, which figured so prominently in the gallant day-long naval action against the German pocket battleship Admiral Graf Spee off the coast of Uruguay, South America. (1402, 375, 1631, 431)
scrimshaw-name: E. G. SCRIMSHAW, LTD. (44, 308, 230, 326)
barometer-heading: Barometer (115, 546, 158, 557)
column-local-general (1152, 39, 1395, 1960)
local-item (1159, 146, 1388, 216)
editorial-date: SATURDAY, DECEMBER 16, 1939 (735, 89, 1145, 107)
local-item (1159, 590, 1388, 695)
local-item (1159, 221, 1388, 291)
on-sale-text: IS ON SALE, AT 2d PER COPY at the following holiday resorts:— (279, 1079, 481, 1103)
